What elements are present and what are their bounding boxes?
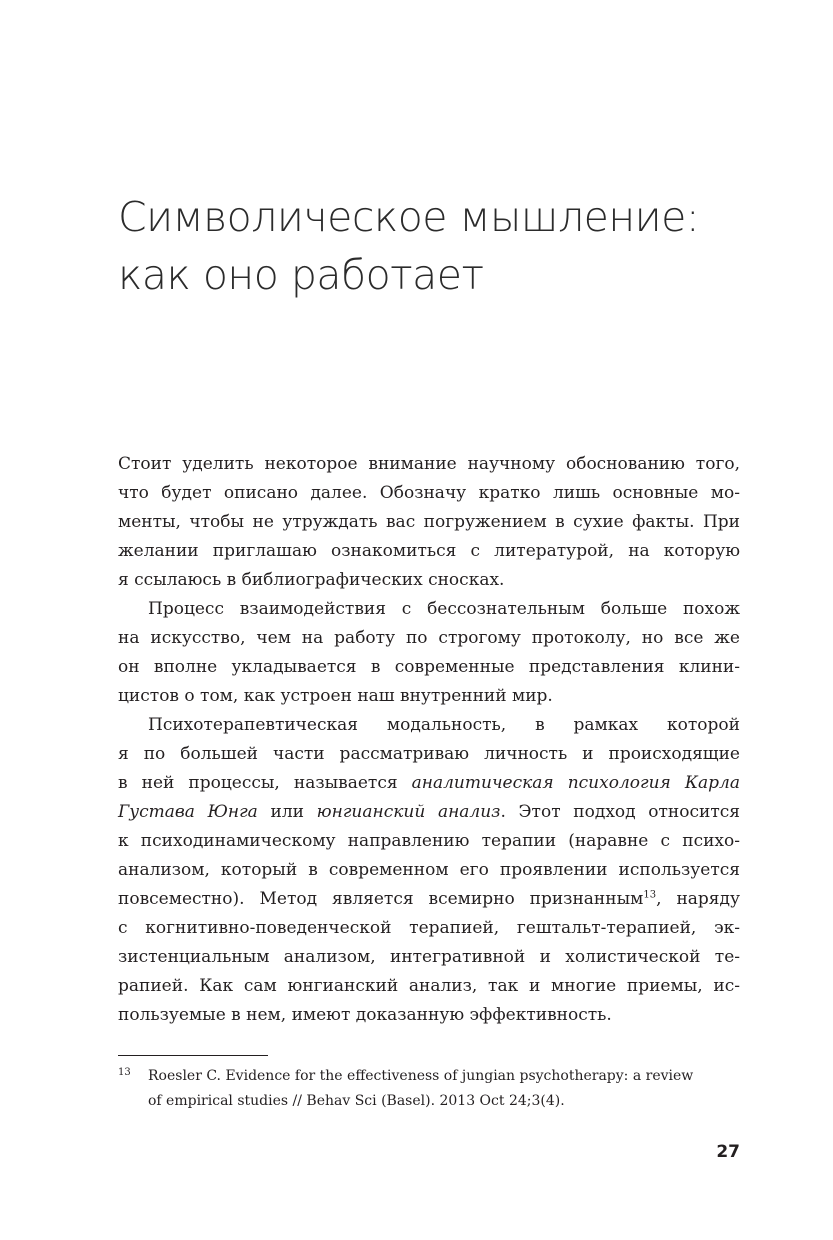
body-text	[118, 450, 740, 1030]
paragraph-3-line: я по большей части рассматриваю личность и происходящие	[118, 744, 740, 764]
italic-term: аналитическая психология Карла	[411, 773, 740, 793]
footnote-reference[interactable]: 13	[643, 889, 657, 901]
chapter-title-line-2: как оно работает	[118, 251, 484, 299]
paragraph-1-line: Стоит уделить некоторое внимание научному обоснованию того,	[118, 454, 740, 474]
paragraph-3-line: рапией. Как сам юнгианский анализ, так и многие приемы, ис-	[118, 976, 740, 996]
plain-text: повсеместно). Метод является всемирно признанным	[118, 889, 644, 909]
italic-term: юнгианский анализ	[316, 802, 501, 822]
chapter-title	[118, 188, 778, 304]
paragraph-1-line: что будет описано далее. Обозначу кратко лишь основные мо-	[118, 483, 740, 503]
plain-text: в ней процессы, называется	[118, 773, 412, 793]
paragraph-1-line: желании приглашаю ознакомиться с литературой, на которую	[118, 541, 740, 561]
paragraph-3-line: анализом, который в современном его проявлении используется	[118, 860, 740, 880]
plain-text: , наряду	[656, 889, 740, 909]
paragraph-3-line: к психодинамическому направлению терапии (наравне с психо-	[118, 831, 740, 851]
page-number: 27	[716, 1142, 740, 1162]
paragraph-1-line: я ссылаюсь в библиографических сносках.	[118, 570, 505, 590]
italic-term: Густава Юнга	[118, 802, 258, 822]
paragraph-3-line	[118, 885, 740, 914]
footnote-number: 13	[118, 1067, 131, 1078]
paragraph-2-line: Процесс взаимодействия с бессознательным больше похож	[148, 599, 740, 619]
paragraph-2-line: на искусство, чем на работу по строгому протоколу, но все же	[118, 628, 740, 648]
footnote-line: Roesler C. Evidence for the effectiveness of jungian psychotherapy: a review	[148, 1068, 694, 1084]
paragraph-3-line: с когнитивно-поведенческой терапией, гештальт-терапией, эк-	[118, 918, 740, 938]
paragraph-3-line	[118, 798, 740, 827]
plain-text: . Этот подход относится	[500, 802, 740, 822]
footnote-line: of empirical studies // Behav Sci (Basel). 2013 Oct 24;3(4).	[148, 1093, 565, 1109]
paragraph-3-line: зистенциальным анализом, интегративной и холистической те-	[118, 947, 740, 967]
paragraph-3-line	[118, 769, 740, 798]
paragraph-3-line: Психотерапевтическая модальность, в рамках которой	[148, 715, 740, 735]
plain-text: или	[257, 802, 317, 822]
chapter-title-line-1: Символическое мышление:	[118, 193, 700, 241]
paragraph-3-line: пользуемые в нем, имеют доказанную эффективность.	[118, 1005, 612, 1025]
footnote	[118, 1064, 740, 1114]
paragraph-1-line: менты, чтобы не утруждать вас погружением в сухие факты. При	[118, 512, 740, 532]
footnote-divider	[118, 1055, 268, 1056]
paragraph-2-line: он вполне укладывается в современные представления клини-	[118, 657, 740, 677]
paragraph-2-line: цистов о том, как устроен наш внутренний мир.	[118, 686, 553, 706]
